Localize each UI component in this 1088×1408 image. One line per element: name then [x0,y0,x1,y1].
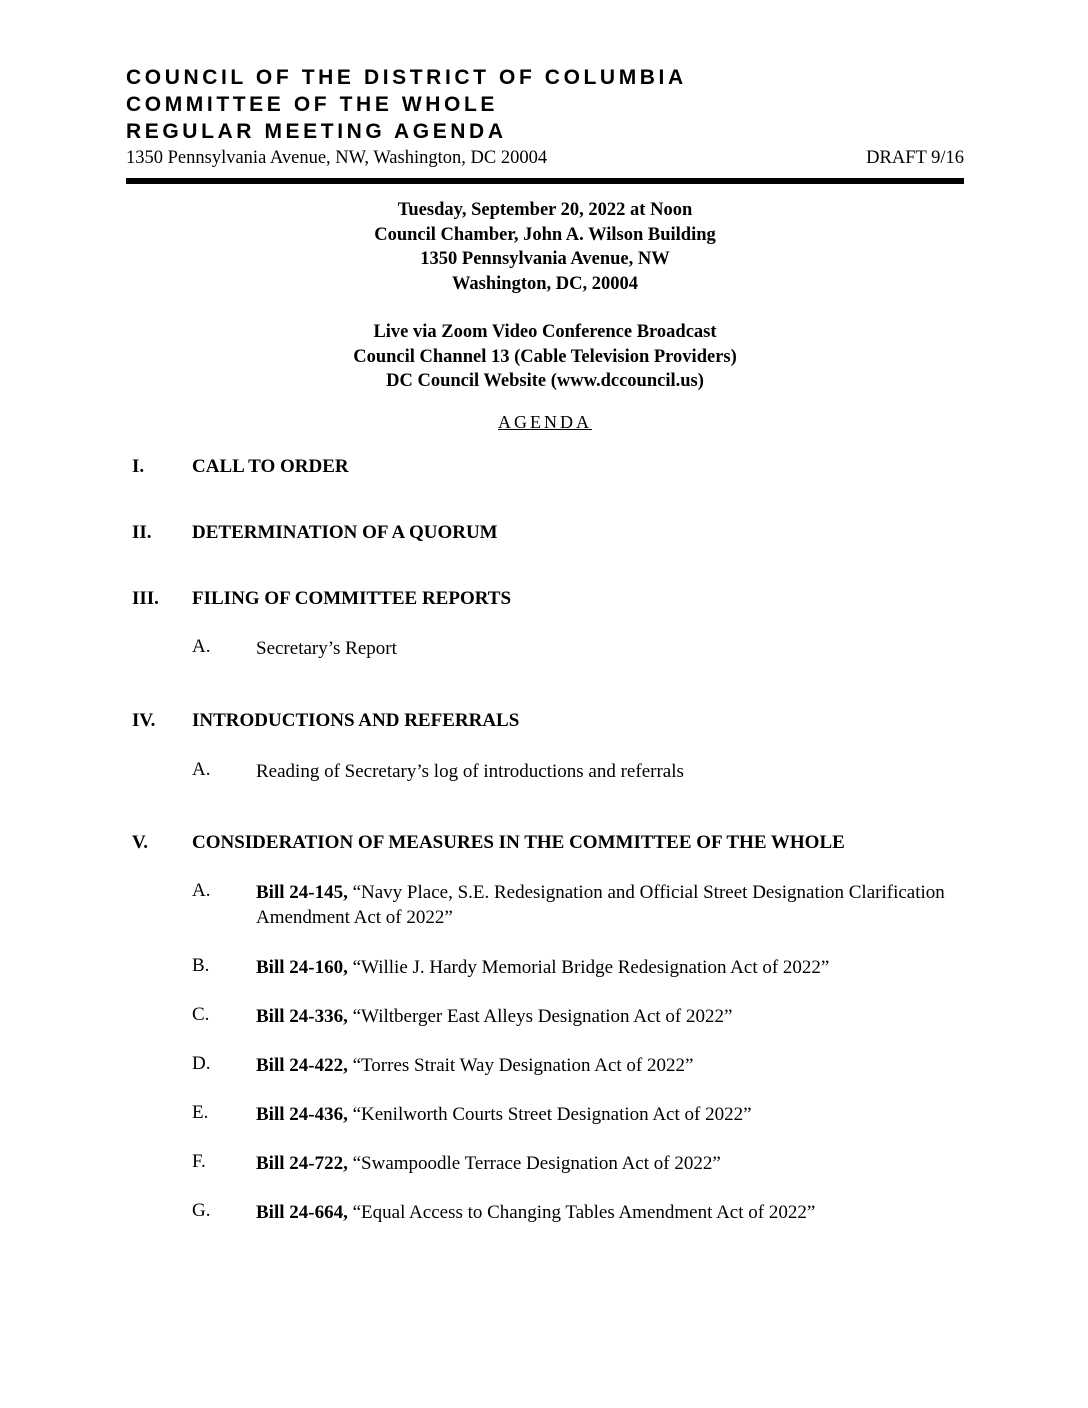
meeting-info [126,198,964,297]
item-text [256,1102,956,1127]
item-letter: A. [192,636,211,657]
header-address: 1350 Pennsylvania Avenue, NW, Washington, DC 20004 [126,148,548,168]
header-committee-title: COMMITTEE OF THE WHOLE [126,93,499,116]
header-council-title: COUNCIL OF THE DISTRICT OF COLUMBIA [126,66,687,89]
bill-number: Bill 24-422, [256,1055,348,1076]
header-address-row [126,146,964,170]
item-letter: G. [192,1200,211,1221]
section-number: IV. [132,710,156,731]
bill-number: Bill 24-436, [256,1104,348,1125]
broadcast-line-1: Live via Zoom Video Conference Broadcast [373,322,717,342]
item-text [256,1151,956,1176]
bill-number: Bill 24-160, [256,957,348,978]
item-text: Secretary’s Report [256,638,397,659]
bill-title: “Swampoodle Terrace Designation Act of 2022” [347,1153,721,1174]
header-agenda-title: REGULAR MEETING AGENDA [126,120,507,143]
section-number: II. [132,522,152,543]
agenda-heading [126,412,964,433]
meeting-location-3: Washington, DC, 20004 [451,274,639,295]
item-text [256,1004,956,1029]
item-text [256,880,956,930]
item-text [256,1053,956,1078]
bill-number: Bill 24-722, [256,1153,348,1174]
document-header [126,64,964,184]
section-number: V. [132,832,149,853]
section-title: FILING OF COMMITTEE REPORTS [192,588,512,609]
header-rule [126,178,964,184]
item-letter: D. [192,1053,211,1074]
section-title: CONSIDERATION OF MEASURES IN THE COMMITTEE OF THE WHOLE [192,832,845,853]
section-title: CALL TO ORDER [192,456,349,477]
section-number: I. [132,456,145,477]
item-letter: B. [192,955,210,976]
bill-number: Bill 24-664, [256,1202,348,1223]
meeting-location-1: Council Chamber, John A. Wilson Building [374,224,716,245]
bill-title: “Navy Place, S.E. Redesignation and Official Street Designation Clarification Amendment Act of 2022” [256,882,945,928]
broadcast-line-2: Council Channel 13 (Cable Television Providers) [353,346,737,367]
section-title: DETERMINATION OF A QUORUM [192,522,498,543]
agenda-heading-text: AGENDA [498,412,592,432]
bill-number: Bill 24-145, [256,882,348,903]
section-number: III. [132,588,159,609]
item-letter: F. [192,1151,206,1172]
bill-title: “Kenilworth Courts Street Designation Act of 2022” [347,1104,752,1125]
broadcast-info [126,320,964,394]
bill-number: Bill 24-336, [256,1006,348,1027]
item-letter: C. [192,1004,210,1025]
broadcast-line-3: DC Council Website (www.dccouncil.us) [386,371,704,392]
draft-label: DRAFT 9/16 [866,148,964,168]
item-text [256,1200,956,1225]
item-text [256,955,956,980]
bill-title: “Equal Access to Changing Tables Amendment Act of 2022” [347,1202,816,1223]
section-title: INTRODUCTIONS AND REFERRALS [192,710,520,731]
meeting-location-2: 1350 Pennsylvania Avenue, NW [420,249,670,270]
meeting-date: Tuesday, September 20, 2022 at Noon [397,200,693,220]
bill-title: “Wiltberger East Alleys Designation Act of 2022” [347,1006,733,1027]
item-letter: E. [192,1102,209,1123]
item-text: Reading of Secretary’s log of introductions and referrals [256,761,684,782]
bill-title: “Willie J. Hardy Memorial Bridge Redesignation Act of 2022” [347,957,830,978]
item-letter: A. [192,759,211,780]
bill-title: “Torres Strait Way Designation Act of 2022” [347,1055,694,1076]
item-letter: A. [192,880,211,901]
